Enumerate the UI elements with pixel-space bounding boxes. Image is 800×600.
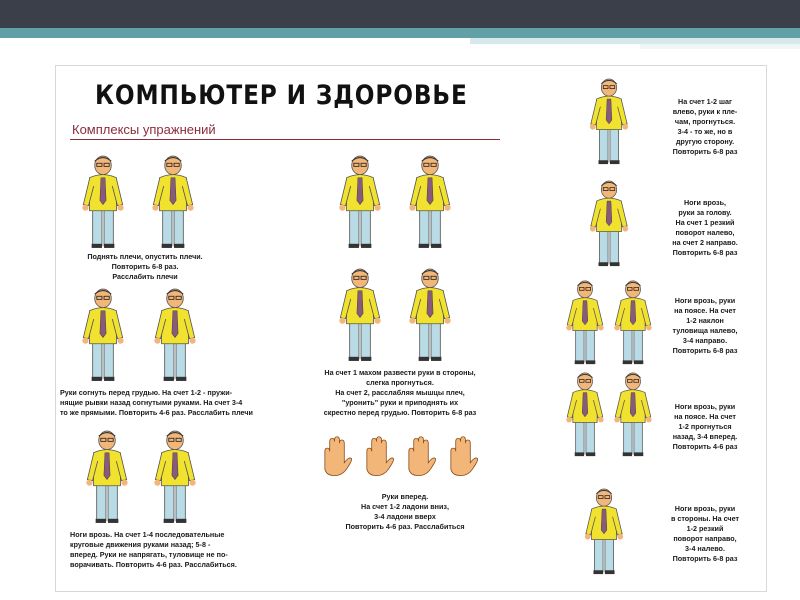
caption-twist-head: Ноги врозь, руки за голову. На счет 1 резкий поворот налево, на счет 2 направо. Повторить 6-8 раз [672,198,738,257]
exercise-figure-circles-1 [82,430,132,525]
exercise-figure-arch-1 [562,372,608,458]
caption-spread-arms: На счет 1 махом развести руки в стороны, слегка прогнуться. На счет 2, расслабляя мышцы плеч, "уронить" руки и приподнять их скрестно перед грудью. Повторить 6-8 раз [323,368,477,417]
hand-palm-3-icon [404,435,438,479]
exercise-figure-shoulders-2 [148,155,198,250]
exercise-figure-twist-head [585,180,633,268]
caption-palms: Руки вперед. На счет 1-2 ладони вниз, 3-4 ладони вверх Повторить 4-6 раз. Расслабиться [345,492,465,531]
exercise-figure-bend-1 [562,280,608,366]
exercise-figure-shoulders-1 [78,155,128,250]
hand-palm-1-icon [320,435,354,479]
caption-step: На счет 1-2 шаг влево, руки к пле- чам, прогнуться. 3-4 - то же, но в другую сторону. Повторить 6-8 раз [672,97,738,156]
caption-arms-jerks: Руки согнуть перед грудью. На счет 1-2 - пружи- нящие рывки назад согнутыми руками. На счет 3-4 то же прямыми. Повторить 4-6 раз. Расслабить плечи [60,388,253,417]
hand-palm-2-icon [362,435,396,479]
caption-arch: Ноги врозь, руки на поясе. На счет 1-2 прогнуться назад, 3-4 вперед. Повторить 4-6 раз [672,402,738,451]
exercise-figure-spread-2 [405,155,455,250]
subtitle-underline [70,139,500,140]
caption-arm-circles: Ноги врозь. На счет 1-4 последовательные круговые движения руками назад; 5-8 - вперед. Руки не напрягать, туловище не по- ворачивать. Повторить 4-6 раз. Расслабиться. [70,530,237,569]
caption-shoulders: Поднять плечи, опустить плечи. Повторить 6-8 раз. Расслабить плечи [87,252,203,281]
exercise-figure-cross-1 [335,268,385,363]
exercise-figure-arms-straight [150,288,200,383]
exercise-figure-turn [580,488,628,576]
exercise-figure-arms-bent [78,288,128,383]
hand-palm-4-icon [446,435,480,479]
caption-bend: Ноги врозь, руки на поясе. На счет 1-2 наклон туловища налево, 3-4 направо. Повторить 6-8 раз [672,296,738,355]
exercise-figure-cross-2 [405,268,455,363]
slide-accent-strip-light [640,44,800,49]
exercise-figure-bend-2 [610,280,656,366]
exercise-figure-arch-2 [610,372,656,458]
slide-top-bar [0,0,800,28]
exercise-figure-circles-2 [150,430,200,525]
poster-subtitle: Комплексы упражнений [72,122,216,137]
exercise-figure-step [585,78,633,166]
caption-turn: Ноги врозь, руки в стороны. На счет 1-2 резкий поворот направо, 3-4 налево. Повторить 6-8 раз [670,504,740,563]
poster-title: КОМПЬЮТЕР И ЗДОРОВЬЕ [95,80,468,111]
slide-accent-bar [0,28,800,38]
exercise-figure-spread-1 [335,155,385,250]
